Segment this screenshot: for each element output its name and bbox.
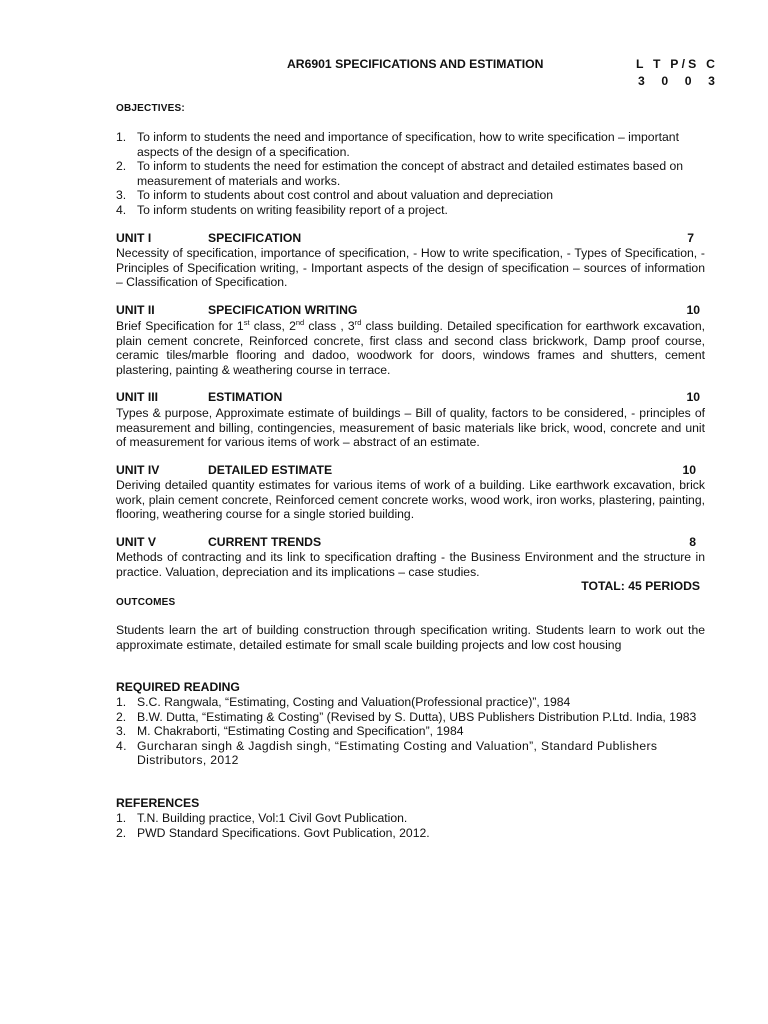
unit-title: CURRENT TRENDS bbox=[208, 535, 322, 549]
list-number: 1. bbox=[116, 695, 127, 709]
list-number: 2. bbox=[116, 159, 127, 174]
unit-body: Types & purpose, Approximate estimate of buildings – Bill of quality, factors to be considered, - principles of measurement and billing, contingencies, measurement of basic materials like brick, wood, concrete and unit of measurement for various items of work – abstract of an estimate. bbox=[116, 406, 705, 450]
list-number: 1. bbox=[116, 811, 127, 825]
unit-hours: 10 bbox=[686, 303, 700, 317]
unit-hours: 7 bbox=[687, 231, 694, 245]
list-text: To inform to students the need and importance of specification, how to write specification – important aspects of the design of a specification. bbox=[137, 130, 679, 159]
unit-body-text: class, 2 bbox=[249, 319, 296, 333]
ordinal-suffix: st bbox=[243, 317, 250, 327]
unit-body: Deriving detailed quantity estimates for various items of work of a building. Like earthwork excavation, brick work, plain cement concrete, Reinforced cement concrete works, wood work, iron works, plastering, painting, flooring, weathering course for a single storied building. bbox=[116, 478, 705, 522]
course-title: AR6901 SPECIFICATIONS AND ESTIMATION bbox=[287, 57, 544, 71]
ltpc-labels: L T P/S C bbox=[636, 57, 719, 71]
unit-title: ESTIMATION bbox=[208, 390, 283, 404]
list-item bbox=[116, 188, 706, 203]
unit-body-text: class building. Detailed specification for earthwork excavation, plain cement concrete, Reinforced concrete, first class and second class brickwork, Damp proof course, ceramic tiles/marble flooring and dadoo, woodwork for doors, windows frames and shutters, cement plastering, painting & weathering course in terrace. bbox=[116, 319, 705, 377]
list-item bbox=[116, 739, 706, 768]
unit-body: Necessity of specification, importance of specification, - How to write specification, - Types of Specification, -Principles of Specification writing, - Important aspects of the design of specification – sources of information – Classification of Specification. bbox=[116, 246, 705, 290]
list-item bbox=[116, 811, 706, 826]
list-number: 3. bbox=[116, 188, 127, 203]
outcomes-heading: OUTCOMES bbox=[116, 597, 176, 608]
unit-hours: 8 bbox=[689, 535, 696, 549]
list-item bbox=[116, 130, 706, 159]
list-number: 4. bbox=[116, 738, 127, 753]
list-item bbox=[116, 826, 706, 841]
total-periods: TOTAL: 45 PERIODS bbox=[581, 579, 700, 593]
list-text: Gurcharan singh & Jagdish singh, “Estimating Costing and Valuation”, Standard Publishers Distributors, 2012 bbox=[137, 738, 658, 768]
references-list bbox=[116, 811, 706, 840]
objectives-list bbox=[116, 130, 706, 218]
unit-label: UNIT III bbox=[116, 390, 158, 404]
objectives-heading: OBJECTIVES: bbox=[116, 103, 185, 114]
unit-heading bbox=[116, 303, 700, 318]
list-number: 2. bbox=[116, 709, 127, 724]
unit-title: SPECIFICATION bbox=[208, 231, 302, 245]
list-item bbox=[116, 203, 706, 218]
unit-body bbox=[116, 319, 705, 377]
unit-label: UNIT V bbox=[116, 535, 156, 549]
unit-label: UNIT IV bbox=[116, 463, 160, 477]
list-text: S.C. Rangwala, “Estimating, Costing and Valuation(Professional practice)”, 1984 bbox=[137, 695, 571, 709]
unit-heading bbox=[116, 390, 700, 405]
unit-label: UNIT I bbox=[116, 231, 152, 245]
unit-body-text: class , 3 bbox=[304, 319, 355, 333]
references-heading: REFERENCES bbox=[116, 796, 200, 810]
unit-body-text: Brief Specification for 1 bbox=[116, 319, 244, 333]
unit-heading bbox=[116, 463, 700, 478]
list-number: 2. bbox=[116, 825, 127, 840]
unit-body: Methods of contracting and its link to specification drafting - the Business Environment and the structure in practice. Valuation, depreciation and its implications – case studies. bbox=[116, 550, 705, 579]
list-item bbox=[116, 695, 706, 710]
unit-label: UNIT II bbox=[116, 303, 155, 317]
list-text: T.N. Building practice, Vol:1 Civil Govt Publication. bbox=[137, 811, 408, 825]
list-item bbox=[116, 710, 706, 725]
list-text: To inform to students about cost control and about valuation and depreciation bbox=[137, 188, 553, 203]
list-text: PWD Standard Specifications. Govt Publication, 2012. bbox=[137, 825, 430, 840]
ordinal-suffix: nd bbox=[295, 317, 305, 327]
required-reading-heading: REQUIRED READING bbox=[116, 680, 240, 694]
unit-title: DETAILED ESTIMATE bbox=[208, 463, 333, 477]
required-reading-list bbox=[116, 695, 706, 768]
ltpc-values: 3 0 0 3 bbox=[638, 74, 722, 88]
list-number: 4. bbox=[116, 202, 127, 217]
list-text: To inform students on writing feasibility report of a project. bbox=[137, 202, 448, 217]
unit-hours: 10 bbox=[682, 463, 696, 477]
outcomes-text: Students learn the art of building construction through specification writing. Students learn to work out the approximate estimate, detailed estimate for small scale building projects and low cost housing bbox=[116, 623, 705, 652]
unit-hours: 10 bbox=[686, 390, 700, 404]
list-number: 3. bbox=[116, 724, 127, 739]
unit-heading bbox=[116, 535, 700, 550]
list-item bbox=[116, 724, 706, 739]
list-number: 1. bbox=[116, 130, 127, 144]
ordinal-suffix: rd bbox=[354, 317, 362, 327]
unit-heading bbox=[116, 231, 700, 246]
list-text: M. Chakraborti, “Estimating Costing and Specification”, 1984 bbox=[137, 724, 464, 739]
list-text: B.W. Dutta, “Estimating & Costing” (Revised by S. Dutta), UBS Publishers Distribution P.Ltd. India, 1983 bbox=[137, 709, 697, 724]
list-item bbox=[116, 159, 706, 188]
unit-title: SPECIFICATION WRITING bbox=[208, 303, 358, 317]
list-text: To inform to students the need for estimation the concept of abstract and detailed estimates based on measurement of materials and works. bbox=[137, 159, 684, 188]
